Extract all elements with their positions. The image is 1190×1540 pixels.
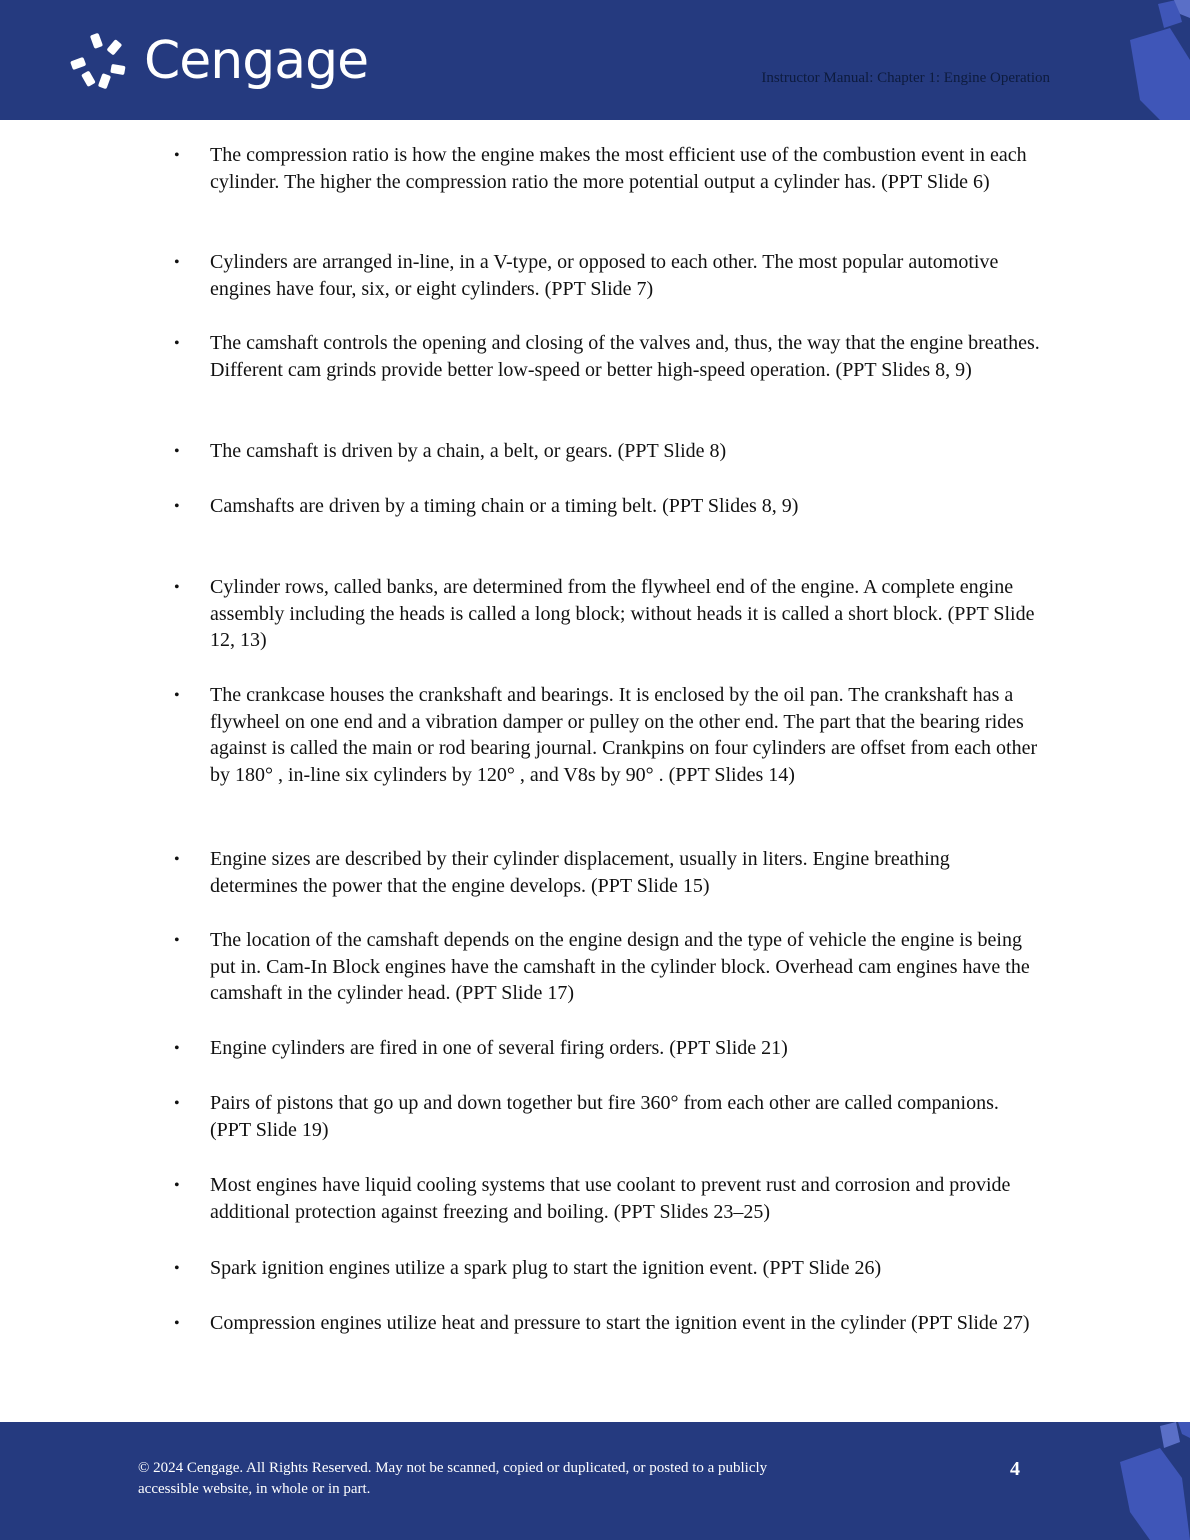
- list-item-text: Cylinder rows, called banks, are determined from the flywheel end of the engine. A complete engine assembly including the heads is called a long block; without heads it is called a short block. (PPT Slide 12, 13): [210, 576, 1035, 651]
- list-item-text: Most engines have liquid cooling systems that use coolant to prevent rust and corrosion and provide additional protection against freezing and boiling. (PPT Slides 23–25): [210, 1174, 1011, 1223]
- page-number: 4: [1010, 1458, 1020, 1480]
- list-item-text: Cylinders are arranged in-line, in a V-type, or opposed to each other. The most popular automotive engines have four, six, or eight cylinders. (PPT Slide 7): [210, 251, 999, 300]
- brand-name: Cengage: [144, 31, 369, 91]
- bullet-icon: •: [174, 1177, 180, 1194]
- list-item-text: The camshaft controls the opening and closing of the valves and, thus, the way that the engine breathes. Different cam grinds provide better low-speed or better high-speed operation. (PPT Slides 8, 9): [210, 332, 1040, 381]
- bullet-icon: •: [174, 687, 180, 704]
- list-item-text: Compression engines utilize heat and pressure to start the ignition event in the cylinder (PPT Slide 27): [210, 1312, 1030, 1334]
- list-item-text: The location of the camshaft depends on the engine design and the type of vehicle the engine is being put in. Cam-In Block engines have the camshaft in the cylinder block. Overhead cam engines have the camshaft in the cylinder head. (PPT Slide 17): [210, 929, 1030, 1004]
- bullet-icon: •: [174, 147, 180, 164]
- list-item-text: The crankcase houses the crankshaft and bearings. It is enclosed by the oil pan. The crankshaft has a flywheel on one end and a vibration damper or pulley on the other end. The part that the bearing rides against is called the main or rod bearing journal. Crankpins on four cylinders are offset from each other by 180° , in-line six cylinders by 120° , and V8s by 90° . (PPT Slides 14): [210, 684, 1038, 786]
- bullet-icon: •: [174, 932, 180, 949]
- cengage-logo-mark-icon: [70, 30, 132, 92]
- bullet-icon: •: [174, 1095, 180, 1112]
- bullet-icon: •: [174, 579, 180, 596]
- bullet-icon: •: [174, 443, 180, 460]
- bullet-icon: •: [174, 851, 180, 868]
- page-header: [0, 0, 1190, 120]
- list-item-text: Camshafts are driven by a timing chain or a timing belt. (PPT Slides 8, 9): [210, 495, 799, 517]
- list-item-text: Pairs of pistons that go up and down together but fire 360° from each other are called companions. (PPT Slide 19): [210, 1092, 999, 1141]
- list-item-text: The compression ratio is how the engine makes the most efficient use of the combustion event in each cylinder. The higher the compression ratio the more potential output a cylinder has. (PPT Slide 6): [210, 144, 1027, 193]
- header-title: Instructor Manual: Chapter 1: Engine Operation: [761, 70, 1050, 86]
- list-item-text: Spark ignition engines utilize a spark plug to start the ignition event. (PPT Slide 26): [210, 1257, 882, 1279]
- list-item-text: Engine cylinders are fired in one of several firing orders. (PPT Slide 21): [210, 1037, 788, 1059]
- bullet-icon: •: [174, 254, 180, 271]
- bullet-icon: •: [174, 335, 180, 352]
- list-item-text: Engine sizes are described by their cylinder displacement, usually in liters. Engine breathing determines the power that the engine develops. (PPT Slide 15): [210, 848, 950, 897]
- cengage-logo: [70, 30, 368, 92]
- bullet-icon: •: [174, 498, 180, 515]
- bullet-icon: •: [174, 1260, 180, 1277]
- copyright-notice: © 2024 Cengage. All Rights Reserved. May not be scanned, copied or duplicated, or posted to a publicly accessible website, in whole or in part.: [138, 1460, 768, 1497]
- header-decoration-icon: [1110, 0, 1190, 120]
- bullet-icon: •: [174, 1040, 180, 1057]
- bullet-icon: •: [174, 1315, 180, 1332]
- list-item-text: The camshaft is driven by a chain, a belt, or gears. (PPT Slide 8): [210, 440, 727, 462]
- footer-decoration-icon: [1110, 1422, 1190, 1540]
- page-footer: [0, 1422, 1190, 1540]
